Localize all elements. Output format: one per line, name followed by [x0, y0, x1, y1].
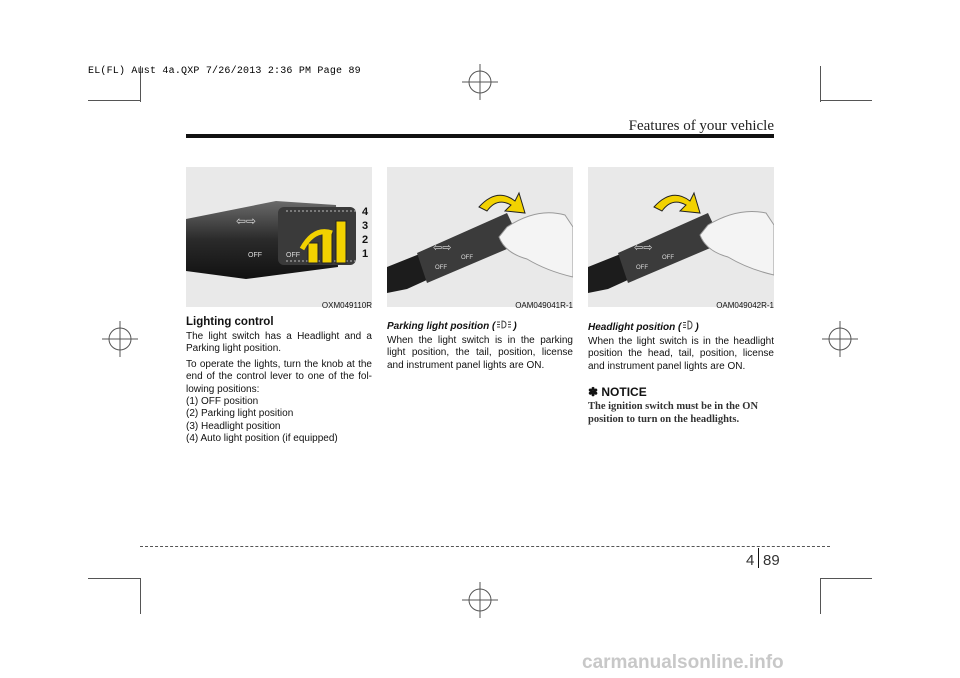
- knob-label-off: OFF: [435, 265, 447, 271]
- paragraph: The light switch has a Headlight and a Parking light position.: [186, 331, 372, 355]
- figure-headlight: [588, 167, 774, 310]
- paragraph: When the light switch is in the headlight position the head, tail, position, license and instrument panel lights are ON.: [588, 336, 774, 372]
- footer-rule: [140, 546, 830, 547]
- heading-parking-light: Parking light position ( ): [387, 321, 517, 332]
- figure-code: OAM049042R-1: [716, 301, 774, 310]
- list-item: (2) Parking light position: [186, 408, 294, 420]
- direction-arrows-glyph: ⇦⇨: [236, 214, 257, 228]
- parking-light-icon: [495, 320, 513, 332]
- knob-label-off: OFF: [248, 252, 262, 259]
- figure-code: OXM049110R: [321, 301, 372, 310]
- section-header: Features of your vehicle: [628, 118, 774, 134]
- callout-4: 4: [362, 206, 369, 218]
- paragraph: To operate the lights, turn the knob at the end of the control lever to one of the fol-lowing positions:: [186, 358, 372, 395]
- page-number-divider: [758, 548, 759, 568]
- header-rule: [186, 134, 774, 138]
- heading-headlight: Headlight position ( ): [588, 322, 699, 333]
- stalk-hand-illustration: [387, 167, 573, 307]
- figure-code: OAM049041R-1: [515, 301, 573, 310]
- callout-3: 3: [362, 220, 369, 232]
- stalk-illustration: [186, 167, 372, 307]
- callout-1: 1: [362, 248, 369, 260]
- section-number: 4: [746, 552, 755, 569]
- paragraph: When the light switch is in the parking light position, the tail, position, license and instrument panel lights are ON.: [387, 335, 573, 371]
- knob-label-off: OFF: [636, 265, 648, 271]
- column-parking-light: [387, 320, 573, 372]
- notice-text: The ignition switch must be in the ON position to turn on the headlights.: [588, 401, 759, 425]
- column-lighting-control: [186, 316, 372, 446]
- notice-title: ✽ NOTICE: [588, 385, 647, 400]
- headlight-icon: [681, 320, 695, 333]
- figure-parking-light: [387, 167, 573, 310]
- list-item: (1) OFF position: [186, 396, 259, 408]
- figure-lighting-control: [186, 167, 372, 310]
- knob-label-off: OFF: [461, 255, 473, 261]
- column-headlight: [588, 320, 774, 426]
- knob-label-off: OFF: [662, 255, 674, 261]
- knob-label-off: OFF: [286, 252, 300, 259]
- page-number: 89: [763, 552, 780, 569]
- direction-arrows-glyph: ⇦⇨: [433, 242, 452, 254]
- list-item: (4) Auto light position (if equipped): [186, 433, 338, 445]
- print-slug: EL(FL) Aust 4a.QXP 7/26/2013 2:36 PM Page 89: [88, 66, 361, 77]
- callout-2: 2: [362, 234, 369, 246]
- watermark: carmanualsonline.info: [582, 652, 784, 673]
- heading-lighting-control: Lighting control: [186, 316, 274, 328]
- direction-arrows-glyph: ⇦⇨: [634, 242, 653, 254]
- list-item: (3) Headlight position: [186, 420, 281, 432]
- stalk-hand-illustration: [588, 167, 774, 307]
